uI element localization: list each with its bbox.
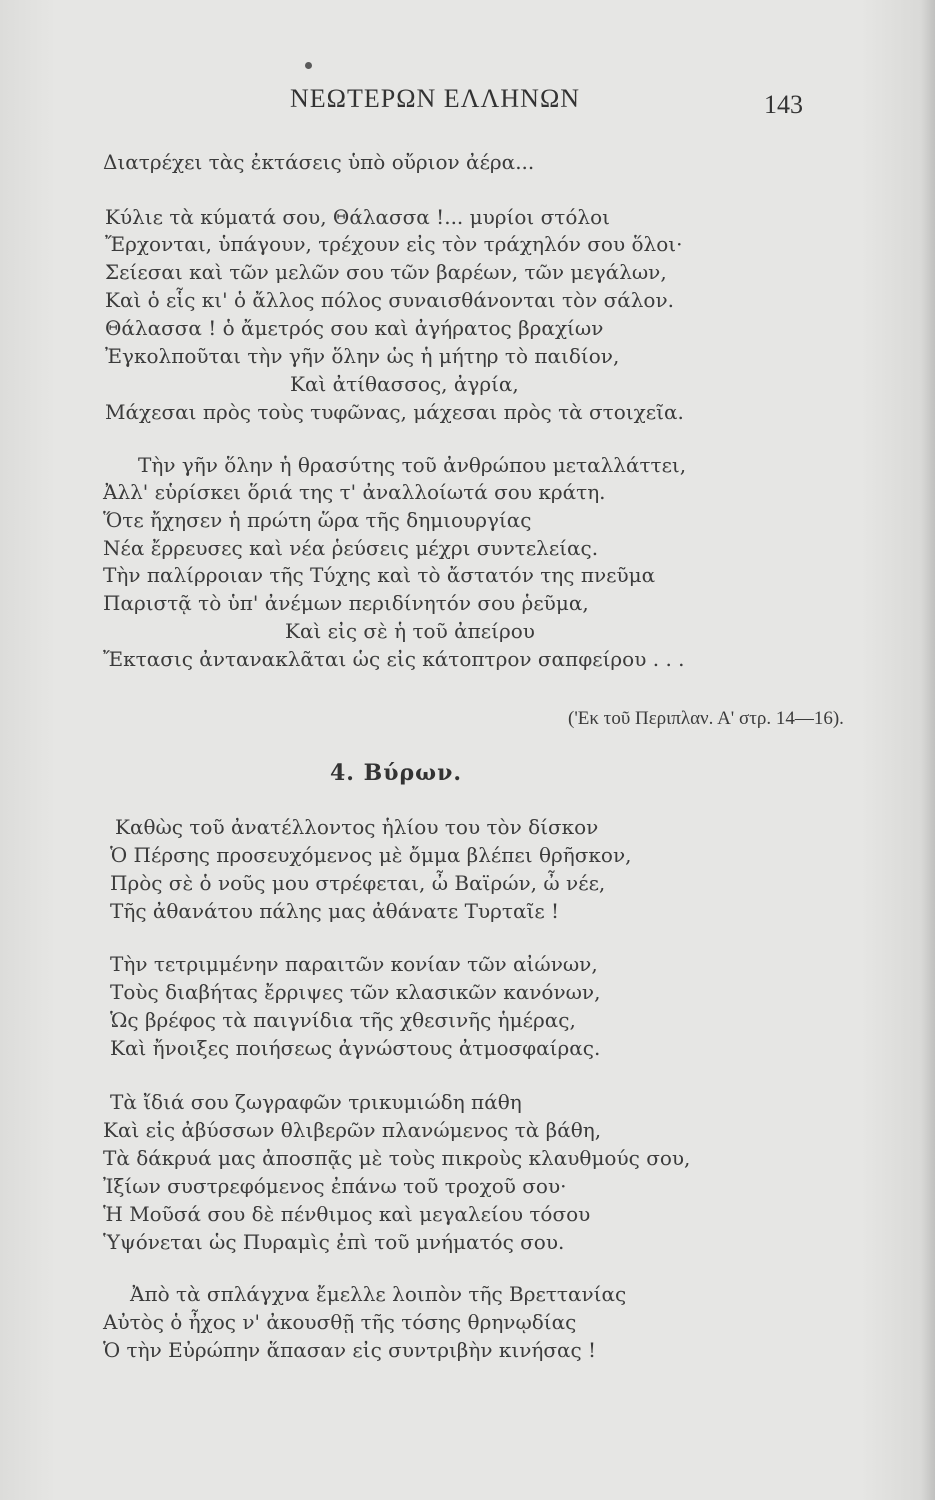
poem-line: Τῆς ἀθανάτου πάλης μας ἀθάνατε Τυρταῖε ! <box>110 899 560 923</box>
poem-line: Σείεσαι καὶ τῶν μελῶν σου τῶν βαρέων, τῶν μεγάλων, <box>105 260 667 284</box>
poem-line: Ἀπὸ τὰ σπλάγχνα ἔμελλε λοιπὸν τῆς Βρεττανίας <box>130 1282 627 1306</box>
poem-line: Καὶ εἰς σὲ ἡ τοῦ ἀπείρου <box>285 619 535 643</box>
page-edge-shadow <box>921 0 935 1500</box>
poem-line: Καὶ ὁ εἷς κι' ὁ ἄλλος πόλος συναισθάνονται τὸν σάλον. <box>105 288 674 312</box>
poem-line: Τὰ ἴδιά σου ζωγραφῶν τρικυμιώδη πάθη <box>110 1090 522 1114</box>
running-title: ΝΕΩΤΕΡΩΝ ΕΛΛΗΝΩΝ <box>290 84 581 113</box>
poem-line: Αὐτὸς ὁ ἦχος ν' ἀκουσθῇ τῆς τόσης θρηνῳδίας <box>103 1310 577 1334</box>
poem-line: Καὶ εἰς ἀβύσσων θλιβερῶν πλανώμενος τὰ βάθη, <box>103 1118 602 1142</box>
poem-line: Ἔρχονται, ὑπάγουν, τρέχουν εἰς τὸν τράχηλόν σου ὅλοι· <box>105 232 683 256</box>
poem-line: Τοὺς διαβήτας ἔρριψες τῶν κλασικῶν κανόνων, <box>110 980 601 1004</box>
poem-line: Τὴν παλίρροιαν τῆς Τύχης καὶ τὸ ἄστατόν της πνεῦμα <box>103 563 656 587</box>
page-number: 143 <box>764 90 803 119</box>
poem-line: Ἡ Μοῦσά σου δὲ πένθιμος καὶ μεγαλείου τόσου <box>103 1202 591 1226</box>
poem-line: Καὶ ἀτίθασσος, ἀγρία, <box>290 372 519 396</box>
poem-line: Νέα ἔρρευσες καὶ νέα ῥεύσεις μέχρι συντελείας. <box>103 536 599 560</box>
ink-dot <box>305 62 312 69</box>
poem-line: Καὶ ἤνοιξες ποιήσεως ἀγνώστους ἀτμοσφαίρας. <box>110 1036 601 1060</box>
poem-line: Ὑψόνεται ὡς Πυραμὶς ἐπὶ τοῦ μνήματός σου. <box>103 1230 565 1254</box>
source-citation: ('Εκ τοῦ Περιπλαν. Α' στρ. 14—16). <box>568 708 844 729</box>
poem-line: Ἐγκολποῦται τὴν γῆν ὅλην ὡς ἡ μήτηρ τὸ παιδίον, <box>105 344 620 368</box>
poem-line: Ὁ τὴν Εὐρώπην ἅπασαν εἰς συντριβὴν κινήσας ! <box>103 1338 597 1362</box>
poem-line: Διατρέχει τὰς ἐκτάσεις ὑπὸ οὔριον ἀέρα... <box>103 150 535 174</box>
section-heading: 4. Βύρων. <box>330 760 462 786</box>
poem-line: Ἰξίων συστρεφόμενος ἐπάνω τοῦ τροχοῦ σου· <box>103 1174 567 1198</box>
poem-line: Κύλιε τὰ κύματά σου, Θάλασσα !... μυρίοι στόλοι <box>105 205 610 229</box>
poem-line: Πρὸς σὲ ὁ νοῦς μου στρέφεται, ὦ Βαϊρών, ὦ νέε, <box>110 871 606 895</box>
poem-line: Ἔκτασις ἀντανακλᾶται ὡς εἰς κάτοπτρον σαπφείρου . . . <box>103 647 685 671</box>
poem-line: Μάχεσαι πρὸς τοὺς τυφῶνας, μάχεσαι πρὸς τὰ στοιχεῖα. <box>105 400 684 424</box>
poem-line: Τὴν τετριμμένην παραιτῶν κονίαν τῶν αἰώνων, <box>110 952 598 976</box>
poem-line: Καθὼς τοῦ ἀνατέλλοντος ἡλίου του τὸν δίσκον <box>115 815 599 839</box>
poem-line: Ἀλλ' εὑρίσκει ὅριά της τ' ἀναλλοίωτά σου κράτη. <box>103 480 606 504</box>
poem-line: Τὰ δάκρυά μας ἀποσπᾷς μὲ τοὺς πικροὺς κλαυθμούς σου, <box>103 1146 691 1170</box>
poem-line: Παριστᾷ τὸ ὑπ' ἀνέμων περιδίνητόν σου ῥεῦμα, <box>103 591 589 615</box>
poem-line: Ὡς βρέφος τὰ παιγνίδια τῆς χθεσινῆς ἡμέρας, <box>110 1008 576 1032</box>
poem-line: Τὴν γῆν ὅλην ἡ θρασύτης τοῦ ἀνθρώπου μεταλλάττει, <box>138 453 687 477</box>
poem-line: Ὁ Πέρσης προσευχόμενος μὲ ὄμμα βλέπει θρῆσκον, <box>110 843 632 867</box>
poem-line: Θάλασσα ! ὁ ἄμετρός σου καὶ ἀγήρατος βραχίων <box>105 316 604 340</box>
poem-line: Ὅτε ἤχησεν ἡ πρώτη ὥρα τῆς δημιουργίας <box>103 508 532 532</box>
